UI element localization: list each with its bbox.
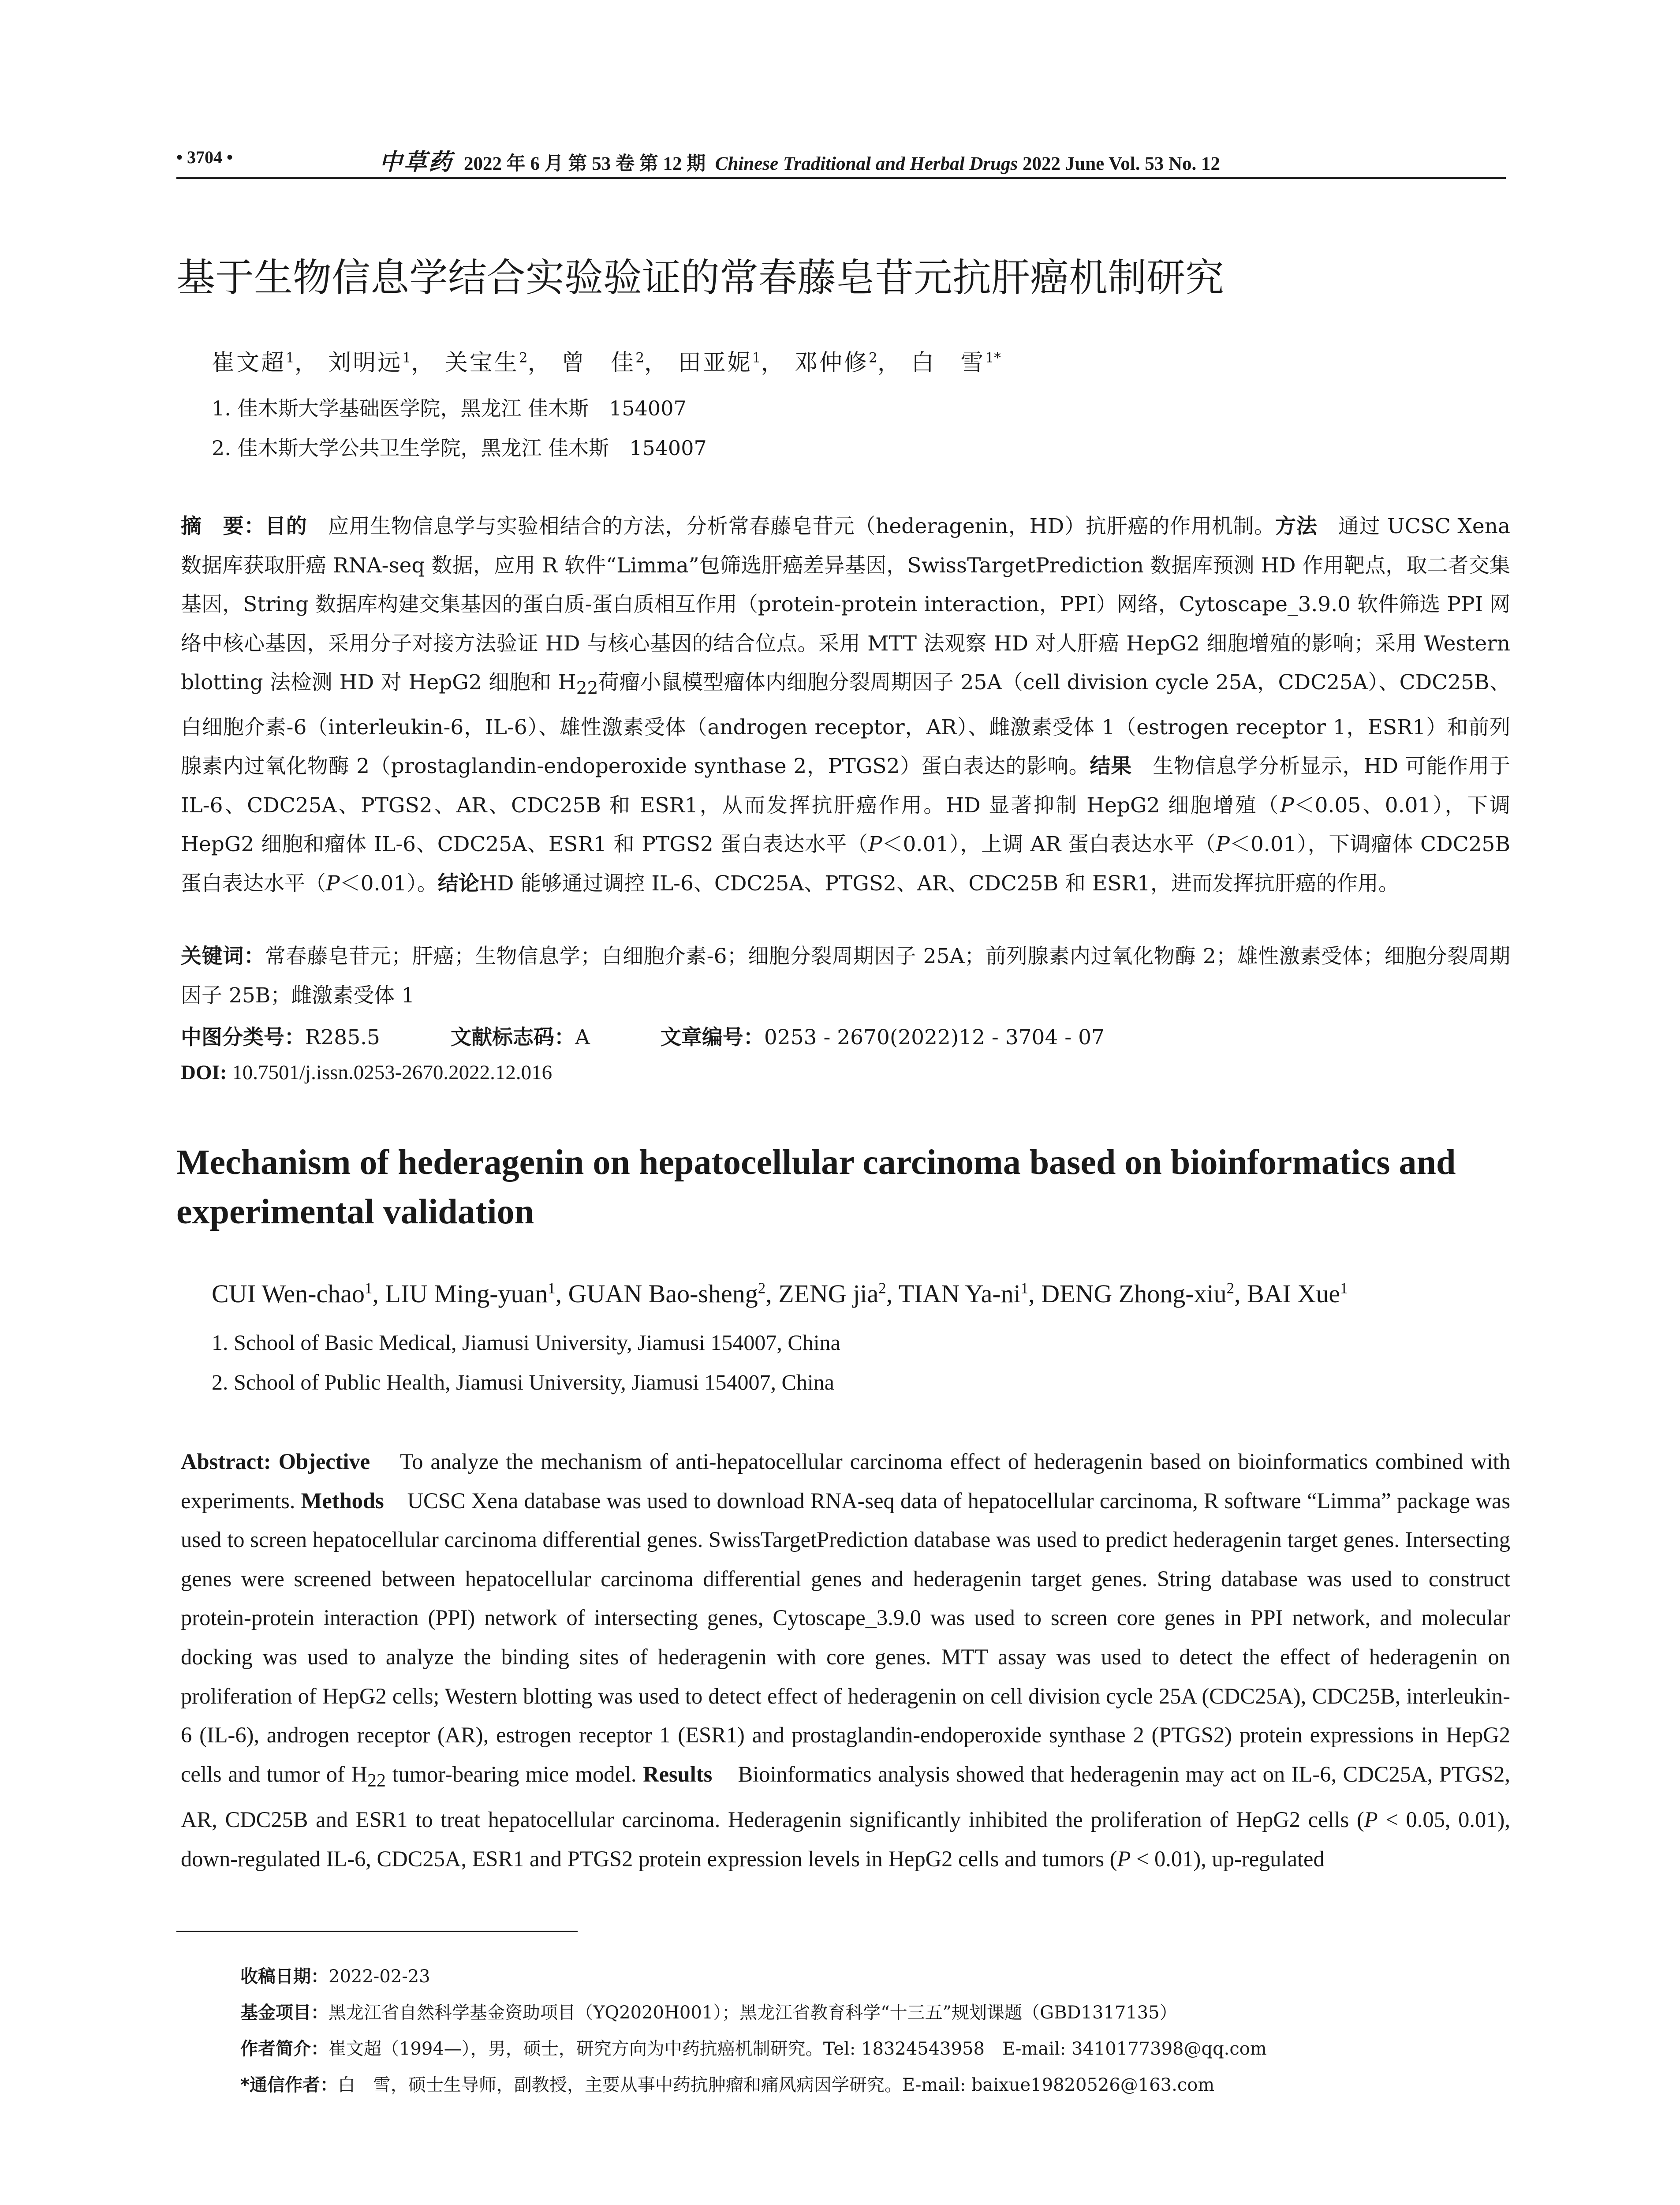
title-cn: 基于生物信息学结合实验验证的常春藤皂苷元抗肝癌机制研究 — [176, 255, 1225, 300]
p-symbol: P — [1280, 793, 1294, 818]
footnote-rule — [176, 1931, 578, 1932]
footnote-label: 收稿日期： — [240, 1966, 329, 1987]
author-sup: 2 — [519, 350, 528, 366]
results-text-en: < 0.05, 0.01), down-regulated IL-6, CDC25A, ESR1 and PTGS2 protein expression levels in HepG2 cells and tumors ( — [181, 1807, 1510, 1872]
results-text: ＜0.01），下调瘤体 CDC25B 蛋白表达水平（ — [181, 832, 1510, 896]
author-cn: 关宝生 — [444, 350, 519, 376]
methods-text: 通过 UCSC Xena 数据库获取肝癌 RNA-seq 数据，应用 R 软件“Limma”包筛选肝癌差异基因，SwissTargetPrediction 数据库预测 HD 作用靶点，取二者交集基因，String 数据库构建交集基因的蛋白质-蛋白质相互作用（protein-protein interaction，PPI）网络，Cytoscape_3.9.0 软件筛选 PPI 网络中核心基因，采用分子对接方法验证 HD 与核心基因的结合位点。采用 MTT 法观察 HD 对人肝癌 HepG2 细胞增殖的影响；采用 Western blotting 法检测 HD 对 HepG2 细胞和 H — [181, 514, 1510, 695]
footnote-label: 作者简介： — [240, 2039, 329, 2059]
author-en: ZENG jia — [778, 1279, 879, 1308]
subscript: 22 — [576, 678, 598, 699]
doi-value[interactable]: 10.7501/j.issn.0253-2670.2022.12.016 — [232, 1061, 553, 1084]
header-rule — [176, 177, 1506, 179]
article-no-label: 文章编号： — [660, 1025, 764, 1050]
p-symbol: P — [326, 871, 340, 896]
author-sup: 1 — [548, 1279, 556, 1297]
affiliation-cn-1: 1. 佳木斯大学基础医学院，黑龙江 佳木斯 154007 — [212, 396, 687, 420]
results-text-en: < 0.01), up-regulated — [1131, 1846, 1325, 1872]
subscript: 22 — [367, 1770, 386, 1791]
author-en: DENG Zhong-xiu — [1041, 1279, 1227, 1308]
results-label-en: Results — [643, 1761, 713, 1786]
abstract-label-en: Abstract: — [181, 1449, 271, 1474]
results-text-en: Bioinformatics analysis showed that hederagenin may act on IL-6, CDC25A, PTGS2, AR, CDC25B and ESR1 to treat hepatocellular carcinoma. Hederagenin significantly inhibited the proliferation of HepG2 cells ( — [181, 1761, 1511, 1832]
results-text: ＜0.01），上调 AR 蛋白表达水平（ — [882, 832, 1216, 857]
footnote-text: 黑龙江省自然科学基金资助项目（YQ2020H001）；黑龙江省教育科学“十三五”规划课题（GBD1317135） — [329, 2003, 1177, 2023]
objective-text: 应用生物信息学与实验相结合的方法，分析常春藤皂苷元（hederagenin，HD）抗肝癌的作用机制。 — [328, 514, 1275, 538]
footnote-text: 崔文超（1994—），男，硕士，研究方向为中药抗癌机制研究。Tel: 18324543958 E-mail: 3410177398@qq.com — [329, 2039, 1267, 2059]
author-sup: 2 — [878, 1279, 886, 1297]
author-en: LIU Ming-yuan — [385, 1279, 548, 1308]
results-label: 结果 — [1090, 754, 1132, 779]
keywords-cn — [181, 937, 1510, 1015]
author-sup: 1 — [1020, 1279, 1029, 1297]
author-cn: 曾 佳 — [561, 350, 636, 376]
p-symbol: P — [1117, 1846, 1131, 1872]
keywords-label: 关键词： — [181, 944, 265, 968]
footnote-label: *通信作者： — [240, 2075, 338, 2095]
footnote-label: 基金项目： — [240, 2003, 329, 2023]
objective-text-en: To analyze the mechanism of anti-hepatocellular carcinoma effect of hederagenin based on bioinformatics combined with experiments. — [181, 1449, 1511, 1513]
author-sup: 1 — [1340, 1279, 1348, 1297]
results-text: ＜0.05、0.01），下调 HepG2 细胞和瘤体 IL-6、CDC25A、ESR1 和 PTGS2 蛋白表达水平（ — [181, 793, 1510, 857]
affiliation-en-2: 2. School of Public Health, Jiamusi University, Jiamusi 154007, China — [212, 1370, 834, 1394]
p-symbol: P — [868, 832, 882, 857]
footnote-text: 2022-02-23 — [329, 1966, 430, 1987]
author-sup: 1 — [752, 350, 761, 366]
author-cn: 白 雪 — [911, 350, 986, 376]
results-text: ＜0.01）。 — [340, 871, 438, 896]
author-sup: 1 — [402, 350, 411, 366]
title-en: Mechanism of hederagenin on hepatocellular carcinoma based on bioinformatics and experimental validation — [176, 1143, 1456, 1231]
journal-logo: 中草药 — [379, 149, 454, 176]
page-number: • 3704 • — [176, 147, 233, 167]
author-en: CUI Wen-chao — [212, 1279, 365, 1308]
author-sup: 1 — [286, 350, 295, 366]
article-no-value: 0253 - 2670(2022)12 - 3704 - 07 — [764, 1025, 1105, 1050]
methods-label-en: Methods — [301, 1488, 384, 1513]
footnote-author — [240, 2035, 1267, 2060]
journal-name-en: Chinese Traditional and Herbal Drugs — [715, 153, 1018, 174]
clc-label: 中图分类号： — [181, 1025, 305, 1050]
journal-line — [379, 143, 1220, 176]
doi-line — [181, 1061, 552, 1084]
objective-label-en: Objective — [278, 1449, 370, 1474]
author-sup: 1* — [985, 350, 1001, 366]
author-en: TIAN Ya-ni — [898, 1279, 1021, 1308]
conclusion-label: 结论 — [437, 871, 479, 896]
p-symbol: P — [1364, 1807, 1378, 1832]
author-cn: 刘明远 — [328, 350, 403, 376]
author-sup: 2 — [758, 1279, 766, 1297]
keywords-text: 常春藤皂苷元；肝癌；生物信息学；白细胞介素-6；细胞分裂周期因子 25A；前列腺素内过氧化物酶 2；雄性激素受体；细胞分裂周期因子 25B；雌激素受体 1 — [181, 944, 1511, 1008]
p-symbol: P — [1216, 832, 1230, 857]
author-sup: 1 — [364, 1279, 373, 1297]
doc-code-value: A — [575, 1025, 590, 1050]
footnote-text: 白 雪，硕士生导师，副教授，主要从事中药抗肿瘤和痛风病因学研究。E-mail: baixue19820526@163.com — [337, 2075, 1215, 2095]
abstract-cn — [181, 507, 1510, 903]
affiliation-en-1: 1. School of Basic Medical, Jiamusi University, Jiamusi 154007, China — [212, 1330, 840, 1355]
author-cn: 邓仲修 — [794, 350, 869, 376]
author-sup: 2 — [868, 350, 877, 366]
results-text: 生物信息学分析显示，HD 可能作用于 IL-6、CDC25A、PTGS2、AR、CDC25B 和 ESR1，从而发挥抗肝癌作用。HD 显著抑制 HepG2 细胞增殖（ — [181, 754, 1510, 818]
authors-cn: 崔文超$^1$， 刘明远$^1$， 关宝生$^2$， 曾 佳$^2$， 田亚妮$^1$， 邓仲修$^2$， 白 雪$^{1*}$ — [212, 350, 1001, 376]
conclusion-text: HD 能够通过调控 IL-6、CDC25A、PTGS2、AR、CDC25B 和 ESR1，进而发挥抗肝癌的作用。 — [479, 871, 1399, 896]
abstract-en — [181, 1442, 1510, 1879]
running-header — [176, 143, 1506, 174]
author-sup: 2 — [1226, 1279, 1235, 1297]
methods-text-en: UCSC Xena database was used to download RNA-seq data of hepatocellular carcinoma, R software “Limma” package was used to screen hepatocellular carcinoma differential genes. SwissTargetPrediction database was used to predict hederagenin target genes. Intersecting genes were screened between hepatocellular carcinoma differential genes and hederagenin target genes. String database was used to construct protein-protein interaction (PPI) network of intersecting genes, Cytoscape_3.9.0 was used to screen core genes in PPI network, and molecular docking was used to analyze the binding sites of hederagenin with core genes. MTT assay was used to detect the effect of hederagenin on proliferation of HepG2 cells; Western blotting was used to detect effect of hederagenin on cell division cycle 25A (CDC25A), CDC25B, interleukin-6 (IL-6), androgen receptor (AR), estrogen receptor 1 (ESR1) and prostaglandin-endoperoxide synthase 2 (PTGS2) protein expressions in HepG2 cells and tumor of H — [181, 1488, 1511, 1786]
author-sup: 2 — [635, 350, 645, 366]
affiliation-cn-2: 2. 佳木斯大学公共卫生学院，黑龙江 佳木斯 154007 — [212, 436, 707, 460]
issue-en: 2022 June Vol. 53 No. 12 — [1023, 153, 1221, 174]
footnote-received — [240, 1962, 430, 1988]
clc-value: R285.5 — [305, 1025, 380, 1050]
methods-text-en: tumor-bearing mice model. — [392, 1761, 637, 1786]
doc-code-label: 文献标志码： — [450, 1025, 575, 1050]
author-cn: 田亚妮 — [678, 350, 752, 376]
methods-text: 荷瘤小鼠模型瘤体内细胞分裂周期因子 25A（cell division cycle 25A，CDC25A）、CDC25B、白细胞介素-6（interleukin-6，IL-6）、雄性激素受体（androgen receptor，AR）、雌激素受体 1（estrogen receptor 1，ESR1）和前列腺素内过氧化物酶 2（prostaglandin-endoperoxide synthase 2，PTGS2）蛋白表达的影响。 — [181, 670, 1510, 779]
issue-cn: 2022 年 6 月 第 53 卷 第 12 期 — [464, 153, 706, 174]
classification-line — [181, 1021, 1105, 1050]
author-en: GUAN Bao-sheng — [568, 1279, 758, 1308]
author-cn: 崔文超 — [212, 350, 286, 376]
abstract-label: 摘 要： — [181, 514, 265, 538]
doi-label: DOI: — [181, 1061, 227, 1084]
footnote-corresponding — [240, 2071, 1214, 2096]
methods-label: 方法 — [1275, 514, 1318, 538]
author-en: BAI Xue — [1247, 1279, 1340, 1308]
objective-label: 目的 — [265, 514, 307, 538]
authors-en: CUI Wen-chao$^1$, LIU Ming-yuan$^1$, GUAN Bao-sheng$^2$, ZENG jia$^2$, TIAN $Ya-ni^1$, DENG Zhong-xiu$^2$, BAI Xue$^1$ — [212, 1279, 1348, 1308]
footnote-fund — [240, 1999, 1177, 2024]
